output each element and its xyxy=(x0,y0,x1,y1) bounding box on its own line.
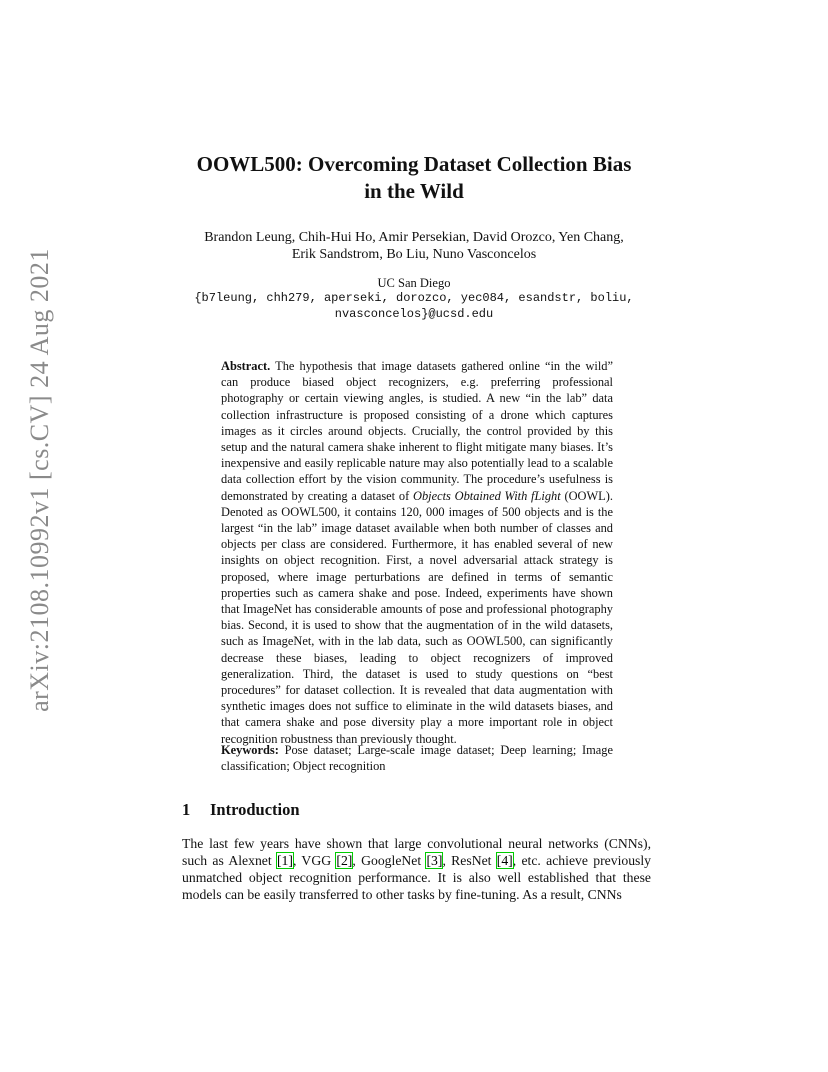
citation-link-3[interactable]: [3] xyxy=(426,853,443,868)
author-emails-line-1: {b7leung, chh279, aperseki, dorozco, yec084, esandstr, boliu, xyxy=(194,291,634,305)
author-list-line-1: Brandon Leung, Chih-Hui Ho, Amir Persekian, David Orozco, Yen Chang, xyxy=(204,230,624,245)
author-list xyxy=(150,229,678,263)
abstract xyxy=(221,358,613,747)
keywords-text: Pose dataset; Large-scale image dataset; Deep learning; Image classification; Object recognition xyxy=(221,743,613,774)
abstract-text-1: The hypothesis that image datasets gathered online “in the wild” can produce biased object recognizers, e.g. preferring professional photography or certain viewing angles, is studied. A new “in the lab” data collection infrastructure is proposed consisting of a drone which captures images as it circles around objects. Crucially, the control provided by this setup and the natural camera shake inherent to flight mitigate many biases. It’s inexpensive and easily replicable nature may also potentially lead to a scalable data collection effort by the vision community. The procedure’s usefulness is demonstrated by creating a dataset of xyxy=(221,359,614,503)
introduction-paragraph xyxy=(182,835,651,903)
abstract-label: Abstract. xyxy=(221,359,271,373)
intro-text-5: , etc. achieve previously unmatched object recognition performance. It is also well established that these models can be easily transferred to other tasks by fine-tuning. As a result, CNNs xyxy=(182,853,652,902)
intro-text-2: , VGG xyxy=(292,853,332,868)
abstract-dataset-name: Objects Obtained With fLight xyxy=(413,488,561,503)
section-heading-introduction xyxy=(182,800,300,820)
keywords-label: Keywords: xyxy=(221,743,279,757)
paper-title xyxy=(150,151,678,205)
intro-text-4: , ResNet xyxy=(442,853,492,868)
section-title: Introduction xyxy=(210,800,300,819)
intro-text-1: The last few years have shown that large convolutional neural networks (CNNs), such as Alexnet xyxy=(182,836,651,868)
affiliation: UC San Diego xyxy=(377,276,451,290)
citation-link-2[interactable]: [2] xyxy=(336,853,353,868)
abstract-text-2: (OOWL). Denoted as OOWL500, it contains 120, 000 images of 500 objects and is the largest “in the lab” image dataset available when both number of classes and objects per class are considered. Furthermore, it has enabled several of new insights on object recognition. First, a novel adversarial attack strategy is proposed, where image perturbations are defined in terms of semantic properties such as camera shake and pose. Indeed, experiments have shown that ImageNet has considerable amounts of pose and professional photography bias. Second, it is used to show that the augmentation of in the wild datasets, such as ImageNet, with in the lab data, such as OOWL500, can significantly decrease these biases, leading to object recognizers of improved generalization. Third, the dataset is used to study questions on “best procedures” for dataset collection. It is revealed that data augmentation with synthetic images does not suffice to eliminate in the wild datasets biases, and that camera shake and pose diversity play a more important role in object recognition robustness than previously thought. xyxy=(221,488,613,746)
citation-link-4[interactable]: [4] xyxy=(496,853,513,868)
paper-title-line-1: OOWL500: Overcoming Dataset Collection Bias xyxy=(196,152,632,176)
section-number: 1 xyxy=(182,800,191,819)
intro-text-3: , GoogleNet xyxy=(352,853,422,868)
author-list-line-2: Erik Sandstrom, Bo Liu, Nuno Vasconcelos xyxy=(291,247,537,262)
arxiv-identifier-sidebar xyxy=(20,248,60,712)
author-emails-line-2: nvasconcelos}@ucsd.edu xyxy=(334,307,494,321)
keywords xyxy=(221,742,613,774)
author-emails xyxy=(150,290,678,322)
paper-title-line-2: in the Wild xyxy=(364,179,464,203)
arxiv-identifier: arXiv:2108.10992v1 [cs.CV] 24 Aug 2021 xyxy=(25,248,55,712)
citation-link-1[interactable]: [1] xyxy=(276,853,293,868)
